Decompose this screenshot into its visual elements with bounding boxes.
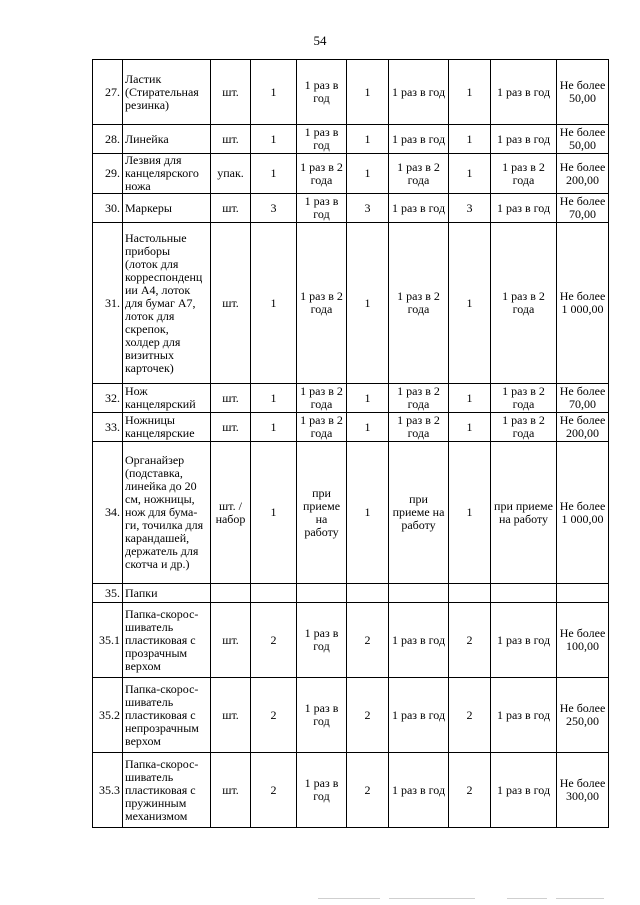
quantity-cell: 2: [251, 678, 297, 753]
price-limit: Не более 100,00: [557, 603, 609, 678]
price-limit: Не более 200,00: [557, 154, 609, 194]
page-number: 54: [313, 33, 327, 48]
row-number: 35.3: [93, 753, 123, 828]
row-number: 27.: [93, 60, 123, 125]
frequency-cell: 1 раз в год: [297, 194, 347, 223]
frequency-cell: 1 раз в год: [491, 603, 557, 678]
frequency-cell: 1 раз в год: [491, 60, 557, 125]
unit-of-measure: шт.: [211, 194, 251, 223]
table-row: [93, 60, 609, 125]
quantity-cell: 1: [347, 60, 389, 125]
price-limit: Не более 50,00: [557, 125, 609, 154]
footer-rule: [389, 898, 475, 899]
frequency-cell: 1 раз в год: [389, 753, 449, 828]
quantity-cell: 2: [449, 678, 491, 753]
table-row: [93, 154, 609, 194]
table-row: [93, 125, 609, 154]
price-limit: [557, 584, 609, 603]
supply-norms-table: [92, 59, 609, 828]
quantity-cell: 2: [251, 753, 297, 828]
quantity-cell: 2: [449, 603, 491, 678]
quantity-cell: 1: [449, 125, 491, 154]
frequency-cell: 1 раз в год: [297, 125, 347, 154]
table-row: [93, 413, 609, 442]
item-name: Настольные приборы (лоток для корреспонденц ии А4, лоток для бумаг А7, лоток для скрепок, холдер для визитных карточек): [123, 223, 211, 384]
frequency-cell: [491, 584, 557, 603]
item-name: Папка-скорос- шиватель пластиковая с прозрачным верхом: [123, 603, 211, 678]
frequency-cell: [297, 584, 347, 603]
row-number: 29.: [93, 154, 123, 194]
table-row: [93, 194, 609, 223]
quantity-cell: 1: [347, 223, 389, 384]
row-number: 32.: [93, 384, 123, 413]
quantity-cell: 1: [449, 384, 491, 413]
unit-of-measure: шт.: [211, 753, 251, 828]
row-number: 30.: [93, 194, 123, 223]
row-number: 33.: [93, 413, 123, 442]
footer-rule: [318, 898, 380, 899]
price-limit: Не более 250,00: [557, 678, 609, 753]
unit-of-measure: шт.: [211, 384, 251, 413]
item-name: Лезвия для канцелярского ножа: [123, 154, 211, 194]
quantity-cell: 3: [449, 194, 491, 223]
frequency-cell: 1 раз в 2 года: [389, 384, 449, 413]
unit-of-measure: шт. / набор: [211, 442, 251, 584]
quantity-cell: 1: [449, 413, 491, 442]
frequency-cell: 1 раз в 2 года: [491, 384, 557, 413]
quantity-cell: 3: [347, 194, 389, 223]
quantity-cell: 1: [251, 223, 297, 384]
quantity-cell: 1: [251, 60, 297, 125]
frequency-cell: 1 раз в год: [297, 753, 347, 828]
quantity-cell: 1: [347, 154, 389, 194]
unit-of-measure: шт.: [211, 223, 251, 384]
item-name: Папка-скорос- шиватель пластиковая с непрозрачным верхом: [123, 678, 211, 753]
frequency-cell: при приеме на работу: [491, 442, 557, 584]
frequency-cell: 1 раз в год: [297, 60, 347, 125]
frequency-cell: 1 раз в 2 года: [389, 154, 449, 194]
item-name: Линейка: [123, 125, 211, 154]
table-row: [93, 442, 609, 584]
unit-of-measure: шт.: [211, 678, 251, 753]
quantity-cell: 2: [347, 753, 389, 828]
frequency-cell: при приеме на работу: [389, 442, 449, 584]
frequency-cell: 1 раз в год: [491, 678, 557, 753]
quantity-cell: 3: [251, 194, 297, 223]
item-name: Ластик (Стирательная резинка): [123, 60, 211, 125]
quantity-cell: 1: [347, 413, 389, 442]
frequency-cell: 1 раз в 2 года: [491, 223, 557, 384]
quantity-cell: 1: [251, 413, 297, 442]
table-row: [93, 603, 609, 678]
quantity-cell: 1: [347, 384, 389, 413]
frequency-cell: 1 раз в год: [389, 603, 449, 678]
quantity-cell: 1: [449, 60, 491, 125]
frequency-cell: 1 раз в год: [389, 678, 449, 753]
price-limit: Не более 70,00: [557, 194, 609, 223]
frequency-cell: 1 раз в год: [491, 194, 557, 223]
table-row: [93, 678, 609, 753]
frequency-cell: 1 раз в 2 года: [491, 413, 557, 442]
row-number: 34.: [93, 442, 123, 584]
frequency-cell: при приеме на работу: [297, 442, 347, 584]
unit-of-measure: шт.: [211, 603, 251, 678]
price-limit: Не более 1 000,00: [557, 223, 609, 384]
quantity-cell: 2: [251, 603, 297, 678]
frequency-cell: 1 раз в 2 года: [297, 413, 347, 442]
frequency-cell: [389, 584, 449, 603]
row-number: 35.2: [93, 678, 123, 753]
quantity-cell: [449, 584, 491, 603]
quantity-cell: 1: [449, 154, 491, 194]
item-name: Папка-скорос- шиватель пластиковая с пружинным механизмом: [123, 753, 211, 828]
price-limit: Не более 300,00: [557, 753, 609, 828]
item-name: Ножницы канцелярские: [123, 413, 211, 442]
price-limit: Не более 200,00: [557, 413, 609, 442]
frequency-cell: 1 раз в год: [297, 603, 347, 678]
item-name: Органайзер (подставка, линейка до 20 см, ножницы, нож для бума- ги, точилка для карандашей, держатель для скотча и др.): [123, 442, 211, 584]
table-row: [93, 223, 609, 384]
quantity-cell: 1: [251, 125, 297, 154]
table-body: [93, 60, 609, 828]
table-row: [93, 384, 609, 413]
item-name: Нож канцелярский: [123, 384, 211, 413]
unit-of-measure: шт.: [211, 413, 251, 442]
quantity-cell: 1: [251, 384, 297, 413]
item-name: Маркеры: [123, 194, 211, 223]
quantity-cell: 2: [449, 753, 491, 828]
unit-of-measure: шт.: [211, 125, 251, 154]
row-number: 35.1: [93, 603, 123, 678]
frequency-cell: 1 раз в 2 года: [297, 154, 347, 194]
quantity-cell: 1: [347, 125, 389, 154]
footer-rule: [507, 898, 547, 899]
row-number: 28.: [93, 125, 123, 154]
unit-of-measure: шт.: [211, 60, 251, 125]
frequency-cell: 1 раз в год: [491, 753, 557, 828]
price-limit: Не более 1 000,00: [557, 442, 609, 584]
frequency-cell: 1 раз в 2 года: [491, 154, 557, 194]
row-number: 35.: [93, 584, 123, 603]
price-limit: Не более 70,00: [557, 384, 609, 413]
quantity-cell: [251, 584, 297, 603]
frequency-cell: 1 раз в 2 года: [297, 384, 347, 413]
frequency-cell: 1 раз в год: [389, 60, 449, 125]
quantity-cell: [347, 584, 389, 603]
table-row: [93, 584, 609, 603]
quantity-cell: 1: [449, 442, 491, 584]
quantity-cell: 1: [449, 223, 491, 384]
quantity-cell: 1: [251, 442, 297, 584]
frequency-cell: 1 раз в год: [389, 194, 449, 223]
quantity-cell: 1: [347, 442, 389, 584]
unit-of-measure: упак.: [211, 154, 251, 194]
row-number: 31.: [93, 223, 123, 384]
footer-rule: [556, 898, 604, 899]
frequency-cell: 1 раз в год: [389, 125, 449, 154]
quantity-cell: 1: [251, 154, 297, 194]
unit-of-measure: [211, 584, 251, 603]
quantity-cell: 2: [347, 678, 389, 753]
price-limit: Не более 50,00: [557, 60, 609, 125]
item-name: Папки: [123, 584, 211, 603]
frequency-cell: 1 раз в год: [297, 678, 347, 753]
frequency-cell: 1 раз в год: [491, 125, 557, 154]
frequency-cell: 1 раз в 2 года: [389, 413, 449, 442]
quantity-cell: 2: [347, 603, 389, 678]
table-row: [93, 753, 609, 828]
frequency-cell: 1 раз в 2 года: [389, 223, 449, 384]
frequency-cell: 1 раз в 2 года: [297, 223, 347, 384]
